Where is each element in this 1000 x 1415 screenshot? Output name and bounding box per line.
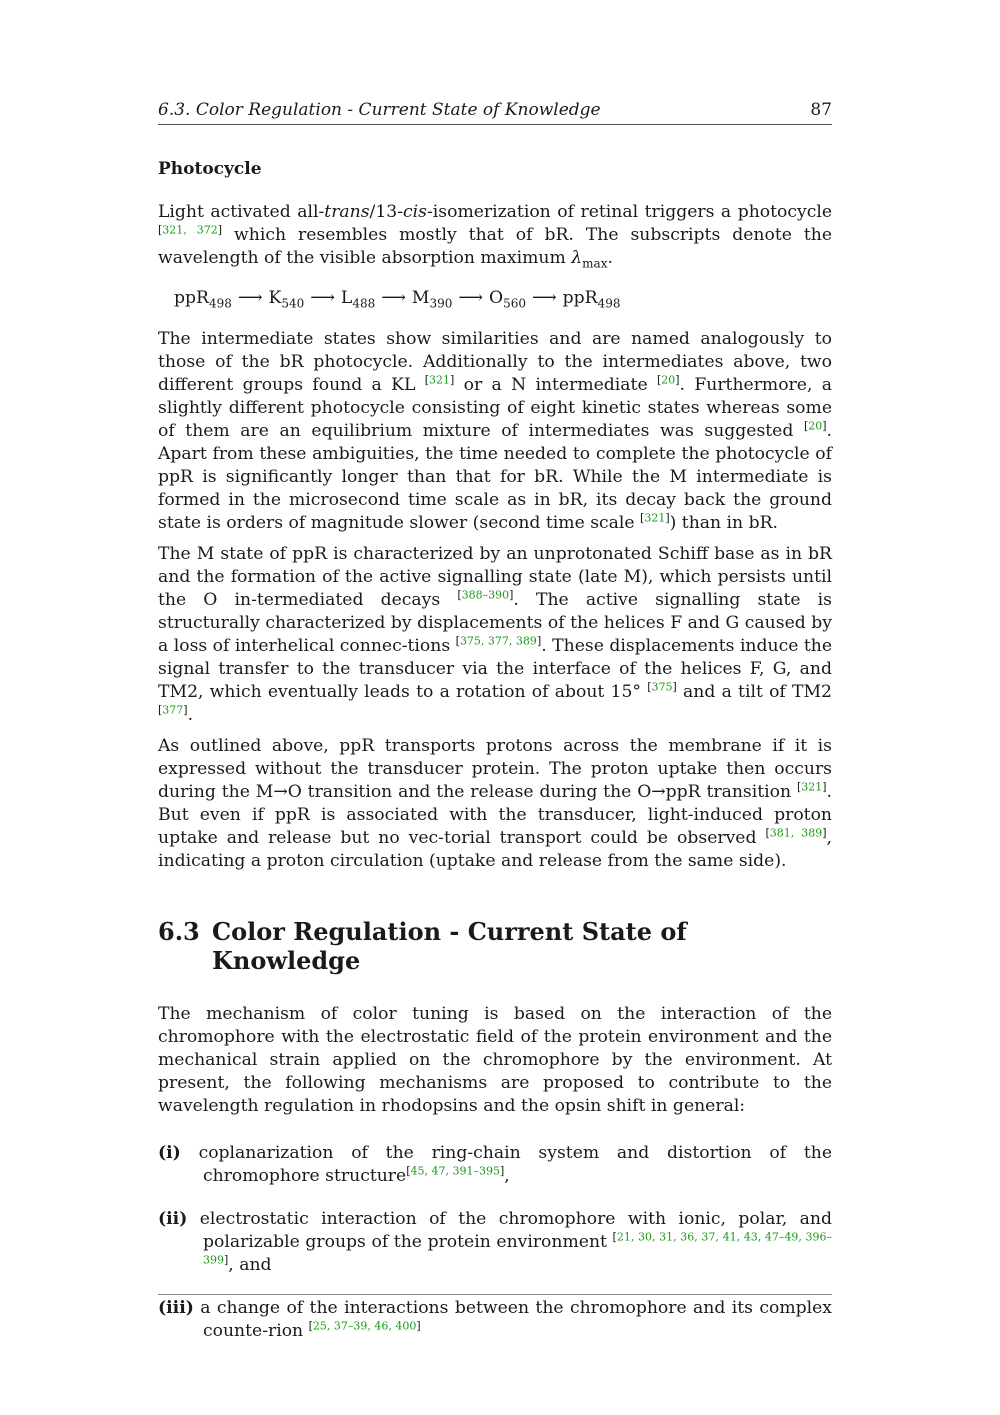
citation: 20 <box>661 373 676 387</box>
citation: 20 <box>808 419 823 433</box>
page-content <box>158 100 832 1363</box>
running-header <box>158 100 832 125</box>
photocycle-heading: Photocycle <box>158 159 262 179</box>
m-state-paragraph: The M state of ppR is characterized by an unprotonated Schiff base as in bR and the formation of the active signalling state (late M), which persists until the O in-termediated decays [388–390]. The active signalling state is structurally characterized by displacements of the helices F and G caused by a loss of interhelical connec-tions [375, 377, 389]. These displacements induce the signal transfer to the transducer via the interface of the helices F, G, and TM2, which eventually leads to a rotation of about 15° [375] and a tilt of TM2 [377]. <box>158 544 832 725</box>
mechanism-item: (ii) electrostatic interaction of the chromophore with ionic, polar, and polarizable groups of the protein environment [21, 30, 31, 36, 37, 41, 43, 47–49, 396–399], and <box>158 1209 832 1275</box>
photocycle-state: $O_{560}$ <box>489 288 527 311</box>
reaction-arrow: ⟶ <box>532 288 557 308</box>
citation: 381, 389 <box>769 826 823 840</box>
citation: 321, 372 <box>162 223 218 237</box>
photocycle-state: ppR$_{498}$ <box>174 288 232 311</box>
citation: 375, 377, 389 <box>459 634 537 648</box>
running-title: 6.3. Color Regulation - Current State of Knowledge <box>158 100 601 120</box>
footer-rule <box>158 1294 832 1295</box>
photocycle-intro-paragraph: Light activated all-trans/13-cis-isomerization of retinal triggers a photocycle [321, 372] which resembles mostly that of bR. The subscripts denote the wavelength of the visible absorption maximum $\lambda_{max}$. <box>158 202 833 271</box>
mechanism-item: (i) coplanarization of the ring-chain system and distortion of the chromophore structure[45, 47, 391–395], <box>158 1143 832 1186</box>
section-number: 6.3 <box>158 917 200 946</box>
citation: 321 <box>429 373 450 387</box>
citation: 25, 37–39, 46, 400 <box>312 1319 417 1333</box>
intermediates-paragraph: The intermediate states show similarities and are named analogously to those of the bR photocycle. Additionally to the intermediates above, two different groups found a KL [321] or a N intermediate [20]. Furthermore, a slightly different photocycle consisting of eight kinetic states whereas some of them are an equilibrium mixture of intermediates was suggested [20]. Apart from these ambiguities, the time needed to complete the photocycle of ppR is significantly longer than that for bR. While the M intermediate is formed in the microsecond time scale as in bR, its decay back the ground state is orders of magnitude slower (second time scale [321]) than in bR. <box>158 329 832 533</box>
reaction-arrow: ⟶ <box>458 288 484 308</box>
photocycle-state: $M_{390}$ <box>411 288 453 311</box>
section-intro-paragraph: The mechanism of color tuning is based on the interaction of the chromophore with the electrostatic field of the protein environment and the mechanical strain applied on the chromophore by the environment. At present, the following mechanisms are proposed to contribute to the wavelength regulation in rhodopsins and the opsin shift in general: <box>158 1004 832 1116</box>
citation: 321 <box>801 780 823 794</box>
citation: 375 <box>651 680 673 694</box>
photocycle-state: ppR$_{498}$ <box>562 288 621 311</box>
citation: 45, 47, 391–395 <box>410 1164 500 1178</box>
photocycle-state: $K_{540}$ <box>268 288 305 311</box>
mechanism-list <box>158 1142 832 1343</box>
photocycle-scheme <box>174 288 832 311</box>
reaction-arrow: ⟶ <box>310 288 335 308</box>
section-heading <box>158 917 832 975</box>
citation: 377 <box>162 703 184 717</box>
reaction-arrow: ⟶ <box>381 288 406 308</box>
section-title: Color Regulation - Current State of Knowledge <box>212 917 687 975</box>
mechanism-item: (iii) a change of the interactions between the chromophore and its complex counte-rion [25, 37–39, 46, 400] <box>158 1298 832 1341</box>
reaction-arrow: ⟶ <box>237 288 263 308</box>
citation: 388–390 <box>461 588 510 602</box>
photocycle-state: $L_{488}$ <box>340 288 376 311</box>
proton-transport-paragraph: As outlined above, ppR transports protons across the membrane if it is expressed without the transducer protein. The proton uptake then occurs during the M→O transition and the release during the O→ppR transition [321]. But even if ppR is associated with the transducer, light-induced proton uptake and release but no vec-torial transport could be observed [381, 389], indicating a proton circulation (uptake and release from the same side). <box>158 736 833 871</box>
citation: 321 <box>644 511 666 525</box>
citation: 21, 30, 31, 36, 37, 41, 43, 47–49, 396–399 <box>203 1230 832 1267</box>
page-number: 87 <box>810 100 832 120</box>
